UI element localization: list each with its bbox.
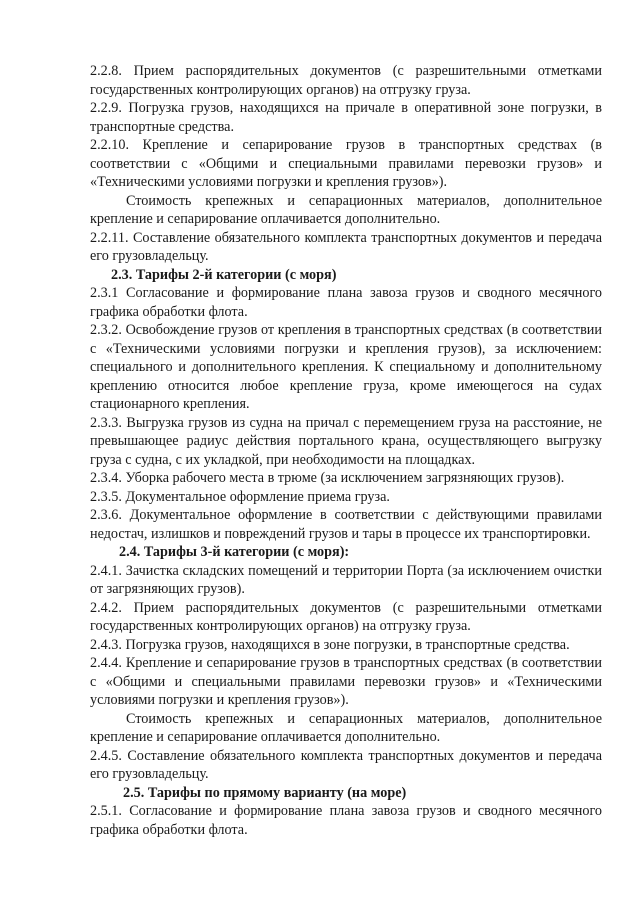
heading-2-4: 2.4. Тарифы 3-й категории (с моря): bbox=[119, 544, 350, 560]
paragraph-2-3-2: 2.3.2. Освобождение грузов от крепления в транспортных средствах (в соответствии с «Техническими условиями погрузки и крепления грузов), за исключением: специального и дополнительного крепления. К специальному и дополнительному креплению относится любое крепление груза, кроме имеющегося на судах стационарного крепления. bbox=[90, 322, 602, 412]
paragraph-materials-cost-1: Стоимость крепежных и сепарационных материалов, дополнительное крепление и сепарирование оплачивается дополнительно. bbox=[90, 192, 602, 227]
paragraph-2-4-2: 2.4.2. Прием распорядительных документов (с разрешительными отметками государственных контролирующих органов) на отгрузку груза. bbox=[90, 599, 602, 634]
paragraph-2-4-3: 2.4.3. Погрузка грузов, находящихся в зоне погрузки, в транспортные средства. bbox=[90, 636, 570, 653]
paragraph-2-3-4: 2.3.4. Уборка рабочего места в трюме (за исключением загрязняющих грузов). bbox=[90, 470, 565, 486]
paragraph-2-2-9: 2.2.9. Погрузка грузов, находящихся на причале в оперативной зоне погрузки, в транспортные средства. bbox=[90, 100, 602, 135]
heading-2-5: 2.5. Тарифы по прямому варианту (на море) bbox=[123, 784, 407, 801]
paragraph-2-3-1: 2.3.1 Согласование и формирование плана завоза грузов и сводного месячного графика обработки флота. bbox=[90, 285, 602, 320]
paragraph-2-3-3: 2.3.3. Выгрузка грузов из судна на причал с перемещением груза на расстояние, не превышающее радиус действия портального крана, осуществляющего выгрузку груза с судна, с их укладкой, при необходимости на площадках. bbox=[90, 414, 602, 468]
paragraph-2-3-5: 2.3.5. Документальное оформление приема груза. bbox=[90, 488, 390, 505]
paragraph-2-3-6: 2.3.6. Документальное оформление в соответствии с действующими правилами недостач, излишков и повреждений грузов и тары в процессе их транспортировки. bbox=[90, 507, 602, 542]
paragraph-2-4-1: 2.4.1. Зачистка складских помещений и территории Порта (за исключением очистки от загрязняющих грузов). bbox=[90, 562, 602, 597]
heading-2-3: 2.3. Тарифы 2-й категории (с моря) bbox=[111, 266, 337, 283]
paragraph-2-4-4: 2.4.4. Крепление и сепарирование грузов в транспортных средствах (в соответствии с «Общими и специальными правилами перевозки грузов» и «Техническими условиями погрузки и крепления грузов»). bbox=[90, 655, 602, 708]
paragraph-2-4-5: 2.4.5. Составление обязательного комплекта транспортных документов и передача его грузовладельцу. bbox=[90, 747, 602, 782]
paragraph-2-2-8: 2.2.8. Прием распорядительных документов (с разрешительными отметками государственных контролирующих органов) на отгрузку груза. bbox=[90, 63, 602, 98]
paragraph-2-5-1: 2.5.1. Согласование и формирование плана завоза грузов и сводного месячного графика обработки флота. bbox=[90, 803, 602, 838]
paragraph-2-2-10: 2.2.10. Крепление и сепарирование грузов в транспортных средствах (в соответствии с «Общими и специальными правилами перевозки грузов» и «Техническими условиями погрузки и крепления грузов»). bbox=[90, 137, 602, 190]
paragraph-2-2-11: 2.2.11. Составление обязательного комплекта транспортных документов и передача его грузовладельцу. bbox=[90, 229, 602, 264]
paragraph-materials-cost-2: Стоимость крепежных и сепарационных материалов, дополнительное крепление и сепарирование оплачивается дополнительно. bbox=[90, 710, 602, 745]
document-page bbox=[90, 62, 602, 839]
